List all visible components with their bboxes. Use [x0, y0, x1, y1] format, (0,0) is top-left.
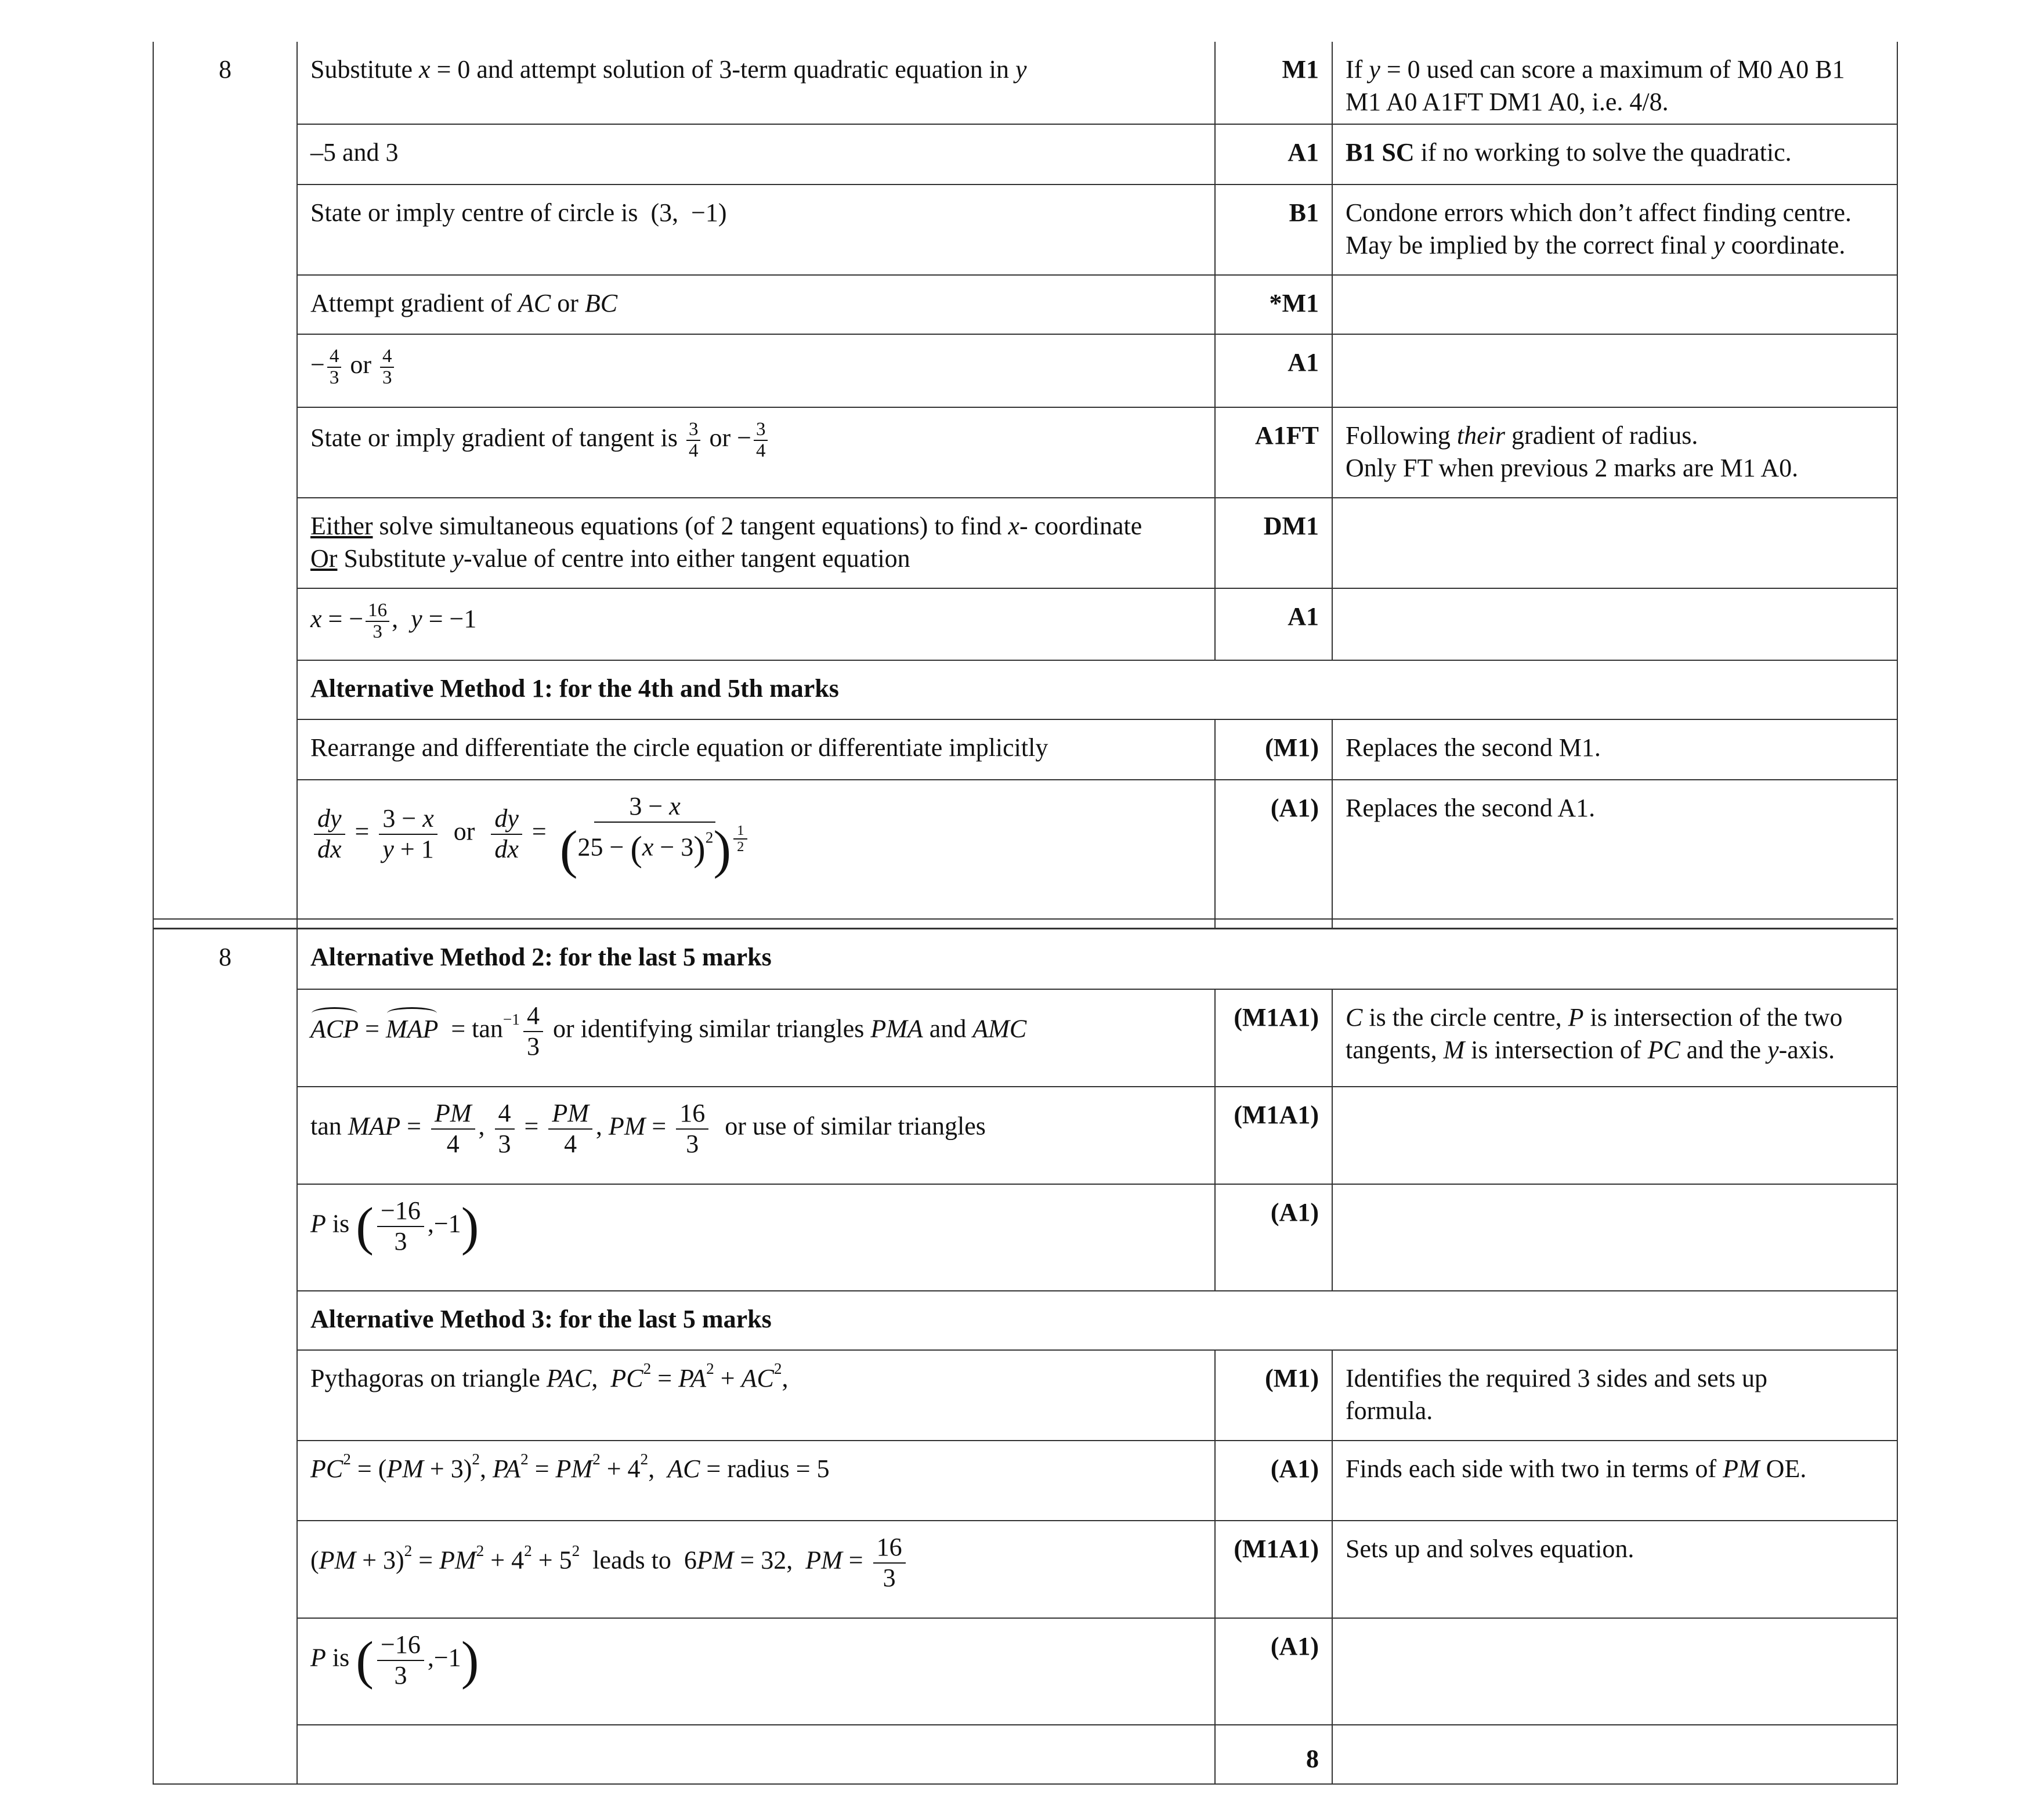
guidance-cell — [1332, 1350, 1897, 1441]
guidance-cell: Condone errors which don’t affect finding centre. May be implied by the correct final y coordinate. — [1332, 184, 1897, 275]
answer-tail: or use of similar triangles — [725, 1112, 986, 1141]
mark-cell: (M1A1) — [1215, 1521, 1332, 1618]
answer-cell: − $\frac{4}{3}$ or $\frac{4}{3}$ — [297, 334, 1215, 407]
answer-cell: Either solve simultaneous equations (of 2 tangent equations) to find x- coordinate Or Substitute y-value of centre into either tangent equation — [297, 498, 1215, 588]
guidance-cell — [1332, 334, 1897, 407]
alternative-method-heading: Alternative Method 2: for the last 5 marks — [297, 929, 1897, 989]
guidance-cell — [1332, 1184, 1897, 1291]
mark-cell: (M1A1) — [1215, 989, 1332, 1087]
answer-cell: State or imply centre of circle is (3, −1) — [297, 184, 1215, 275]
mark-cell: DM1 — [1215, 498, 1332, 588]
mark-cell: B1 — [1215, 184, 1332, 275]
answer-cell: x = − $\frac{16}{3}$ , y = −1 — [297, 588, 1215, 660]
answer-cell: P is ( $\frac{-16}{3}$ ,−1) — [297, 1184, 1215, 1291]
fraction: $\frac{3}{4}$ — [686, 419, 701, 461]
guidance-line: formula. — [1346, 1396, 1433, 1425]
guidance-cell: Sets up and solves equation. — [1332, 1521, 1897, 1618]
question-number: 8 — [153, 42, 297, 928]
question-number: 8 — [153, 929, 297, 1784]
guidance-cell — [1332, 1725, 1897, 1784]
mark-cell: (M1) — [1215, 1350, 1332, 1441]
fraction: $\frac{16}{3}$ — [873, 1533, 906, 1593]
answer-cell: State or imply gradient of tangent is $\frac{3}{4}$ or − $\frac{3}{4}$ — [297, 407, 1215, 498]
guidance-line: Only FT when previous 2 marks are M1 A0. — [1346, 454, 1799, 482]
fraction: $\frac{4}{3}$ — [327, 346, 342, 388]
answer-cell: Rearrange and differentiate the circle equation or differentiate implicitly — [297, 719, 1215, 780]
mark-scheme-table-top — [153, 42, 1898, 929]
fraction: $\frac{16}{3}$ — [676, 1099, 708, 1159]
mark-cell: A1 — [1215, 588, 1332, 660]
guidance-cell — [1332, 275, 1897, 334]
mark-cell: (A1) — [1215, 1184, 1332, 1291]
mark-cell: (M1A1) — [1215, 1087, 1332, 1184]
mark-cell: (A1) — [1215, 1618, 1332, 1725]
answer-cell: ACP = MAP = $\tan^{-1}$ $\frac{4}{3}$ or identifying similar triangles PMA and AMC — [297, 989, 1215, 1087]
answer-cell: Pythagoras on triangle PAC, $PC^2 = PA^2 + AC^2$, — [297, 1350, 1215, 1441]
fraction: $\frac{3 - x}{y + 1}$ — [379, 804, 437, 864]
mark-cell: A1 — [1215, 334, 1332, 407]
answer-cell: tan MAP = $\frac{PM}{4}$ , $\frac{4}{3}$ = $\frac{PM}{4}$ , PM = $\frac{16}{3}$ or use of similar triangles — [297, 1087, 1215, 1184]
guidance-bold: B1 SC — [1346, 138, 1415, 167]
guidance-rest: if no working to solve the quadratic. — [1414, 138, 1792, 167]
fraction: $\frac{-16}{3}$ — [377, 1196, 424, 1256]
answer-cell: $PC^2 = (PM + 3)^2$, $PA^2 = PM^2 + 4^2$, AC = radius = 5 — [297, 1441, 1215, 1521]
either-label: Either — [310, 512, 373, 540]
section-divider — [153, 918, 1893, 920]
answer-tail: leads to — [592, 1546, 671, 1575]
guidance-cell — [1332, 588, 1897, 660]
alternative-method-heading: Alternative Method 3: for the last 5 marks — [297, 1291, 1897, 1350]
mark-cell: (A1) — [1215, 1441, 1332, 1521]
fraction: $\frac{PM}{4}$ — [431, 1099, 475, 1159]
guidance-cell: Replaces the second A1. — [1332, 780, 1897, 928]
answer-cell: P is ( $\frac{-16}{3}$ ,−1) — [297, 1618, 1215, 1725]
guidance-line: Condone errors which don’t affect finding centre. — [1346, 198, 1851, 227]
mark-cell: (A1) — [1215, 780, 1332, 928]
guidance-line: M1 A0 A1FT DM1 A0, i.e. 4/8. — [1346, 88, 1669, 116]
fraction: $\frac{dy}{dx}$ — [491, 804, 522, 864]
answer-cell: $\frac{dy}{dx}$ = $\frac{3 - x}{y + 1}$ or $\frac{dy}{dx}$ = 3 − x $(25 - (x - 3)^2)$ $^{\frac{1}{2}}$ — [297, 780, 1215, 928]
fraction: $\frac{PM}{4}$ — [548, 1099, 592, 1159]
fraction: $\frac{16}{3}$ — [366, 600, 389, 642]
answer-cell: Substitute x = 0 and attempt solution of 3-term quadratic equation in y — [297, 42, 1215, 124]
answer-cell — [297, 1725, 1215, 1784]
mark-cell: (M1) — [1215, 719, 1332, 780]
guidance-cell: Finds each side with two in terms of PM OE. — [1332, 1441, 1897, 1521]
answer-cell: $(PM + 3)^2 = PM^2 + 4^2 + 5^2$ leads to 6PM = 32, PM = $\frac{16}{3}$ — [297, 1521, 1215, 1618]
guidance-cell — [1332, 124, 1897, 184]
mark-cell: A1 — [1215, 124, 1332, 184]
guidance-cell: Replaces the second M1. — [1332, 719, 1897, 780]
or-label: Or — [310, 544, 338, 573]
guidance-cell — [1332, 1618, 1897, 1725]
guidance-cell — [1332, 498, 1897, 588]
guidance-cell — [1332, 1087, 1897, 1184]
fraction: $\frac{4}{3}$ — [523, 1001, 543, 1061]
mark-cell: *M1 — [1215, 275, 1332, 334]
guidance-cell: Following their gradient of radius. Only FT when previous 2 marks are M1 A0. — [1332, 407, 1897, 498]
answer-cell: Attempt gradient of AC or BC — [297, 275, 1215, 334]
fraction: $\frac{3}{4}$ — [754, 419, 768, 461]
mark-cell: M1 — [1215, 42, 1332, 124]
fraction: $\frac{4}{3}$ — [380, 346, 395, 388]
fraction: $\frac{-16}{3}$ — [377, 1630, 424, 1690]
total-mark: 8 — [1215, 1725, 1332, 1784]
guidance-cell: C is the circle centre, P is intersection of the two tangents, M is intersection of PC and the y-axis. — [1332, 989, 1897, 1087]
fraction: $\frac{4}{3}$ — [495, 1099, 515, 1159]
guidance-line: Identifies the required 3 sides and sets up — [1346, 1364, 1768, 1392]
guidance-cell: If y = 0 used can score a maximum of M0 A0 B1 M1 A0 A1FT DM1 A0, i.e. 4/8. — [1332, 42, 1897, 124]
alternative-method-heading: Alternative Method 1: for the 4th and 5th marks — [297, 660, 1897, 719]
mark-cell: A1FT — [1215, 407, 1332, 498]
answer-cell: –5 and 3 — [297, 124, 1215, 184]
fraction: 3 − x $(25 - (x - 3)^2)$ $^{\frac{1}{2}}$ — [556, 792, 754, 876]
fraction: $\frac{dy}{dx}$ — [314, 804, 345, 864]
mark-scheme-table-bottom — [153, 928, 1898, 1785]
